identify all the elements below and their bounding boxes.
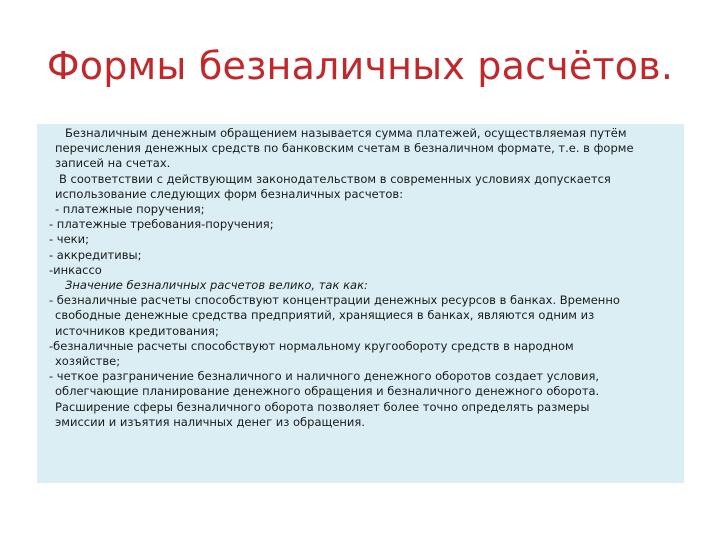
text-line: В соответствии с действующим законодательством в современных условиях допускается bbox=[59, 171, 611, 186]
text-line: - аккредитивы; bbox=[49, 247, 142, 262]
text-line: Безналичным денежным обращением называется сумма платежей, осуществляемая путём bbox=[65, 126, 627, 140]
body-text bbox=[37, 126, 684, 430]
text-line: - платежные требования-поручения; bbox=[49, 217, 274, 232]
text-line: Расширение сферы безналичного оборота позволяет более точно определять размеры bbox=[55, 399, 590, 414]
text-line: свободные денежные средства предприятий, хранящиеся в банках, являются одним из bbox=[55, 308, 595, 323]
text-line: Значение безналичных расчетов велико, так как: bbox=[65, 278, 368, 293]
text-line: - платежные поручения; bbox=[55, 202, 205, 217]
content-box bbox=[37, 124, 684, 483]
slide-title: Формы безналичных расчётов. bbox=[46, 44, 674, 88]
text-line: перечисления денежных средств по банковским счетам в безналичном формате, т.е. в форме bbox=[55, 141, 634, 156]
text-line: облегчающие планирование денежного обращения и безналичного денежного оборота. bbox=[55, 384, 600, 399]
text-line: эмиссии и изъятия наличных денег из обращения. bbox=[55, 414, 365, 429]
text-line: записей на счетах. bbox=[55, 156, 171, 171]
text-line: источников кредитования; bbox=[55, 323, 219, 338]
text-line: -инкассо bbox=[49, 262, 102, 277]
text-line: - чеки; bbox=[49, 232, 89, 247]
text-line: -безналичные расчеты способствуют нормальному кругообороту средств в народном bbox=[49, 338, 574, 353]
text-line: хозяйстве; bbox=[55, 354, 121, 369]
text-line: - безналичные расчеты способствуют концентрации денежных ресурсов в банках. Временно bbox=[49, 293, 620, 308]
text-line: - четкое разграничение безналичного и наличного денежного оборотов создает условия, bbox=[49, 369, 600, 384]
text-line: использование следующих форм безналичных расчетов: bbox=[55, 186, 404, 201]
